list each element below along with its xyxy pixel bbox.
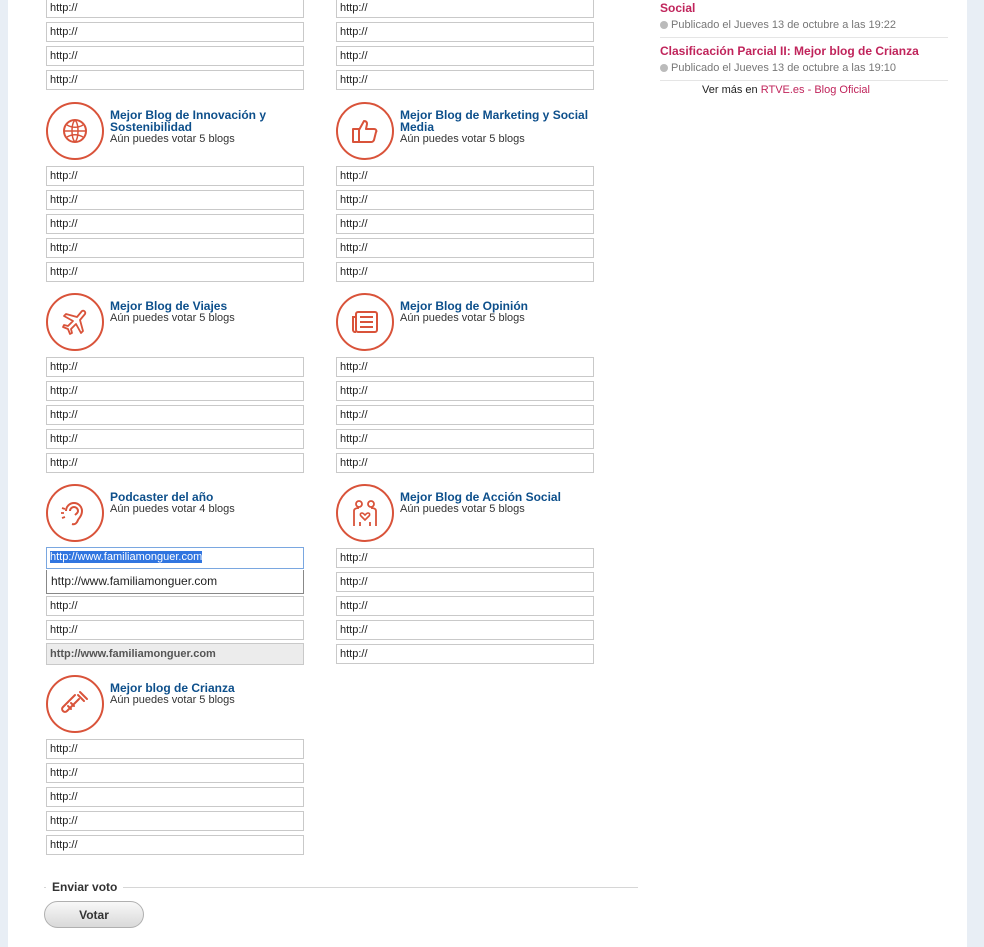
category-innovacion xyxy=(46,102,306,287)
url-input[interactable]: http:// xyxy=(46,70,304,90)
url-input[interactable]: http:// xyxy=(46,22,304,42)
sidebar-more-link[interactable]: RTVE.es - Blog Oficial xyxy=(760,84,870,96)
divider xyxy=(660,80,948,81)
globe-icon xyxy=(46,102,104,160)
url-input[interactable]: http:// xyxy=(46,811,304,831)
page xyxy=(8,0,967,947)
category-title: Podcaster del año xyxy=(110,490,214,504)
url-input[interactable]: http:// xyxy=(336,453,594,473)
sidebar-more-prefix: Ver más en xyxy=(702,84,761,96)
url-input[interactable]: http:// xyxy=(46,214,304,234)
category-title: Mejor Blog de Marketing y Social Media xyxy=(400,108,589,134)
sidebar-more xyxy=(660,84,912,96)
sidebar-post-meta xyxy=(660,62,896,74)
autocomplete-option[interactable]: http://www.familiamonguer.com xyxy=(46,570,304,594)
baby-bottle-icon xyxy=(46,675,104,733)
url-input[interactable]: http:// xyxy=(46,381,304,401)
url-input[interactable]: http:// xyxy=(46,596,304,616)
category-votes-left: Aún puedes votar 5 blogs xyxy=(400,133,525,145)
url-input[interactable]: http:// xyxy=(336,381,594,401)
autocomplete-option-highlighted[interactable]: http://www.familiamonguer.com xyxy=(46,643,304,665)
url-input[interactable]: http:// xyxy=(46,46,304,66)
url-input[interactable]: http:// xyxy=(46,453,304,473)
category-votes-left: Aún puedes votar 5 blogs xyxy=(110,312,235,324)
url-input[interactable]: http:// xyxy=(336,429,594,449)
category-votes-left: Aún puedes votar 5 blogs xyxy=(110,694,235,706)
url-input[interactable]: http:// xyxy=(336,620,594,640)
category-title: Mejor blog de Crianza xyxy=(110,681,235,695)
category-viajes xyxy=(46,293,306,478)
url-input[interactable]: http:// xyxy=(46,405,304,425)
url-input[interactable]: http:// xyxy=(336,166,594,186)
url-input[interactable]: http:// xyxy=(336,70,594,90)
url-input[interactable]: http:// xyxy=(336,22,594,42)
sidebar-post-meta xyxy=(660,19,896,31)
url-input[interactable]: http:// xyxy=(46,739,304,759)
url-input[interactable]: http:// xyxy=(46,166,304,186)
category-votes-left: Aún puedes votar 5 blogs xyxy=(110,133,235,145)
sidebar-post-title[interactable]: Social xyxy=(660,1,696,15)
category-crianza xyxy=(46,675,306,860)
url-input[interactable]: http:// xyxy=(46,262,304,282)
category-votes-left: Aún puedes votar 5 blogs xyxy=(400,312,525,324)
url-input[interactable]: http:// xyxy=(336,572,594,592)
category-title: Mejor Blog de Viajes xyxy=(110,299,228,313)
url-input-focused[interactable] xyxy=(46,547,304,569)
url-input[interactable]: http:// xyxy=(336,548,594,568)
url-input[interactable]: http:// xyxy=(336,214,594,234)
category-votes-left: Aún puedes votar 4 blogs xyxy=(110,503,235,515)
url-input[interactable]: http:// xyxy=(336,238,594,258)
category-title: Mejor Blog de Opinión xyxy=(400,299,528,313)
sidebar-post-date: Publicado el Jueves 13 de octubre a las 19:10 xyxy=(671,62,897,74)
newspaper-icon xyxy=(336,293,394,351)
airplane-icon xyxy=(46,293,104,351)
category-votes-left: Aún puedes votar 5 blogs xyxy=(400,503,525,515)
url-input[interactable]: http:// xyxy=(46,0,304,18)
ear-icon xyxy=(46,484,104,542)
divider xyxy=(660,37,948,38)
url-input[interactable]: http:// xyxy=(336,190,594,210)
clock-icon xyxy=(660,21,668,29)
category-title: Mejor Blog de Innovación y Sostenibilidad xyxy=(110,108,267,134)
url-input[interactable]: http:// xyxy=(46,190,304,210)
clock-icon xyxy=(660,64,668,72)
sidebar-post-date: Publicado el Jueves 13 de octubre a las 19:22 xyxy=(671,19,897,31)
url-input[interactable]: http:// xyxy=(336,405,594,425)
category-marketing xyxy=(336,102,596,287)
url-input[interactable]: http:// xyxy=(46,238,304,258)
fieldset-legend: Enviar voto xyxy=(46,880,123,894)
people-heart-icon xyxy=(336,484,394,542)
url-input[interactable]: http:// xyxy=(46,835,304,855)
category-accion-social xyxy=(336,484,596,669)
url-input[interactable]: http:// xyxy=(46,357,304,377)
url-input[interactable]: http:// xyxy=(336,0,594,18)
url-input[interactable]: http:// xyxy=(46,620,304,640)
fieldset-border xyxy=(44,887,638,888)
category-podcaster xyxy=(46,484,306,669)
category-opinion xyxy=(336,293,596,478)
vote-button[interactable]: Votar xyxy=(44,901,144,928)
url-input[interactable]: http:// xyxy=(336,596,594,616)
url-input[interactable]: http:// xyxy=(336,644,594,664)
url-input[interactable]: http:// xyxy=(336,46,594,66)
selected-text: http://www.familiamonguer.com xyxy=(50,551,203,563)
category-title: Mejor Blog de Acción Social xyxy=(400,490,561,504)
url-input[interactable]: http:// xyxy=(46,763,304,783)
url-input[interactable]: http:// xyxy=(336,262,594,282)
url-input[interactable]: http:// xyxy=(46,429,304,449)
sidebar-post-title[interactable]: Clasificación Parcial II: Mejor blog de Crianza xyxy=(660,44,919,58)
thumbs-up-icon xyxy=(336,102,394,160)
url-input[interactable]: http:// xyxy=(46,787,304,807)
url-input[interactable]: http:// xyxy=(336,357,594,377)
